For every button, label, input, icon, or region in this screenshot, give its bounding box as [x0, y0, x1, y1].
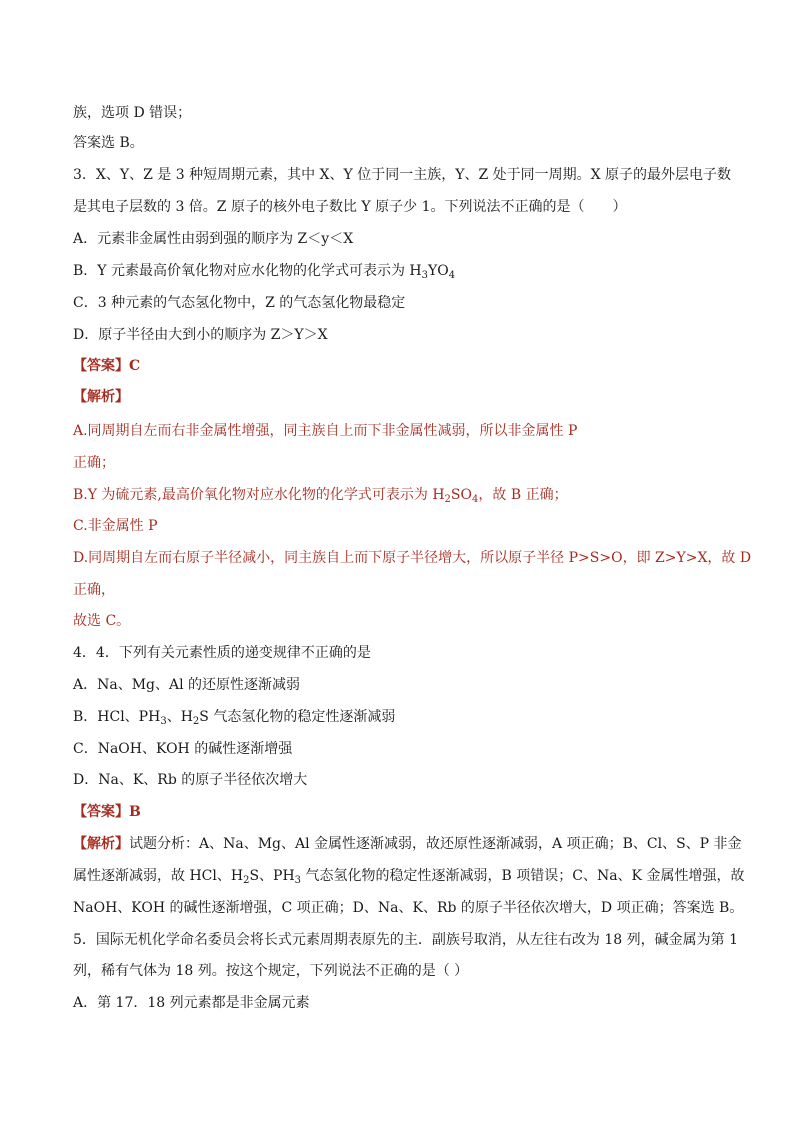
question-3-option-c: C．3 种元素的气态氢化物中，Z 的气态氢化物最稳定	[73, 295, 406, 311]
question-4-option-a: A．Na、Mg、Al 的还原性逐渐减弱	[73, 677, 301, 693]
question-3-answer: 【答案】C	[73, 358, 141, 374]
question-3-analysis: D.同周期自左而右原子半径减小，同主族自上而下原子半径增大，所以原子半径 P>S>O，即 Z>Y>X，故 D	[73, 550, 752, 566]
question-3-analysis: A.同周期自左而右非金属性增强，同主族自上而下非金属性减弱，所以非金属性 P	[73, 423, 578, 439]
question-3-analysis: 正确，	[73, 582, 115, 598]
question-3-analysis-heading: 【解析】	[73, 389, 129, 405]
question-3-option-d: D．原子半径由大到小的顺序为 Z＞Y＞X	[73, 327, 328, 343]
question-3-option-a: A．元素非金属性由弱到强的顺序为 Z＜y＜X	[73, 231, 354, 247]
question-5-stem: 5．国际无机化学命名委员会将长式元素周期表原先的主．副族号取消，从左往右改为 18 列，碱金属为第 1	[73, 932, 738, 948]
question-3-option-b: B．Y 元素最高价氧化物对应水化物的化学式可表示为 $H_3YO_4$	[73, 263, 456, 281]
question-3-stem: 3．X、Y、Z 是 3 种短周期元素，其中 X、Y 位于同一主族，Y、Z 处于同一周期。X 原子的最外层电子数	[73, 167, 732, 183]
question-3-analysis: 正确；	[73, 455, 115, 471]
question-4-option-b: B．HCl、$PH_3$、$H_2S$ 气态氢化物的稳定性逐渐减弱	[73, 709, 396, 727]
question-5-option-a: A．第 17．18 列元素都是非金属元素	[73, 995, 310, 1011]
question-4-option-d: D．Na、K、Rb 的原子半径依次增大	[73, 772, 308, 788]
question-4-analysis: 属性逐渐减弱，故 HCl、$H_2S$、$PH_3$ 气态氢化物的稳定性逐渐减弱，B 项错误；C、Na、K 金属性增强，故	[73, 868, 745, 886]
question-4-answer: 【答案】B	[73, 804, 141, 820]
question-4-analysis: 【解析】试题分析：A、Na、Mg、Al 金属性逐渐减弱，故还原性逐渐减弱，A 项正确；B、Cl、S、P 非金	[73, 836, 742, 852]
question-3-analysis: C.非金属性 P	[73, 518, 158, 534]
text-line: 答案选 B。	[73, 135, 144, 151]
question-3-analysis: 故选 C。	[73, 613, 131, 629]
question-3-stem: 是其电子层数的 3 倍。Z 原子的核外电子数比 Y 原子少 1。下列说法不正确的是（ ）	[73, 199, 627, 215]
question-3-analysis: B.Y 为硫元素,最高价氧化物对应水化物的化学式可表示为 $H_2SO_4$，故 B 正确；	[73, 487, 568, 505]
question-4-option-c: C．NaOH、KOH 的碱性逐渐增强	[73, 741, 293, 757]
question-4-analysis: NaOH、KOH 的碱性逐渐增强，C 项正确；D、Na、K、Rb 的原子半径依次增大，D 项正确；答案选 B。	[73, 900, 744, 916]
text-line: 族，选项 D 错误；	[73, 105, 192, 121]
question-4-stem: 4．4．下列有关元素性质的递变规律不正确的是	[73, 645, 371, 661]
question-5-stem: 列，稀有气体为 18 列。按这个规定，下列说法不正确的是（ ）	[73, 963, 469, 979]
